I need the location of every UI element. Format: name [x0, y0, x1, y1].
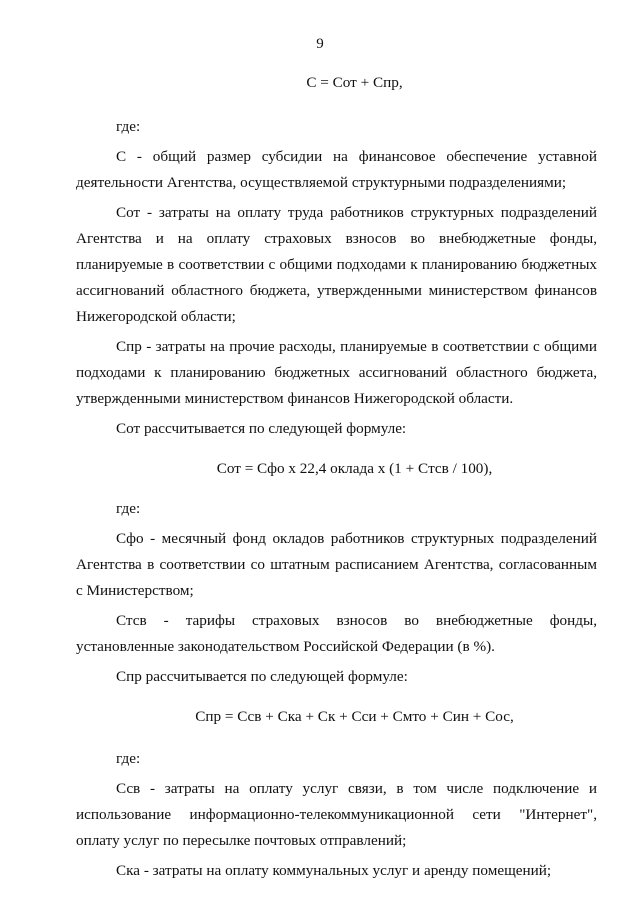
document-body: [76, 70, 597, 888]
definition-cpr: Спр - затраты на прочие расходы, планируемые в соответствии с общими подходами к планированию бюджетных ассигнований областного бюджета, утвержденными министерством финансов Нижегородской области.: [76, 338, 597, 407]
definition-cka: Ска - затраты на оплату коммунальных услуг и аренду помещений;: [116, 862, 552, 879]
where-label: где:: [116, 118, 141, 135]
where-label: где:: [116, 500, 141, 517]
formula-cpr: Спр = Ссв + Cка + Ск + Cси + Смто + Син + Сос,: [195, 708, 514, 725]
formula-total-subsidy: С = Сот + Спр,: [306, 74, 403, 91]
definition-cfo: Сфо - месячный фонд окладов работников структурных подразделений Агентства в соответствии со штатным расписанием Агентства, согласованным с Министерством;: [76, 530, 597, 599]
page-number: 9: [316, 36, 324, 52]
formula-cot: Сот = Сфо х 22,4 оклада х (1 + Cтсв / 100),: [216, 460, 493, 477]
intro-cot-formula: Сот рассчитывается по следующей формуле:: [116, 420, 407, 437]
definition-cot: Сот - затраты на оплату труда работников структурных подразделений Агентства и на оплату страховых взносов во внебюджетные фонды, планируемые в соответствии с общими подходами к планированию бюджетных ассигнований областного бюджета, утвержденными министерством финансов Нижегородской области;: [76, 204, 597, 325]
definition-c: С - общий размер субсидии на финансовое обеспечение уставной деятельности Агентства, осуществляемой структурными подразделениями;: [76, 148, 597, 191]
where-label: где:: [116, 750, 141, 767]
definition-csv: Ссв - затраты на оплату услуг связи, в том числе подключение и использование информационно-телекоммуникационной сети "Интернет", оплату услуг по пересылке почтовых отправлений;: [76, 780, 597, 849]
definition-ctsv: Стсв - тарифы страховых взносов во внебюджетные фонды, установленные законодательством Российской Федерации (в %).: [76, 612, 597, 655]
intro-cpr-formula: Спр рассчитывается по следующей формуле:: [116, 668, 408, 685]
